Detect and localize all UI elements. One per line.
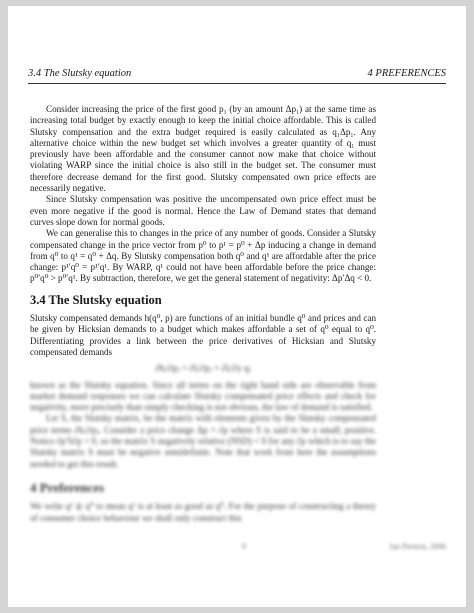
header-rule (28, 83, 446, 84)
document-page (8, 6, 466, 607)
blurred-region (30, 363, 376, 524)
header-left: 3.4 The Slutsky equation (28, 68, 132, 79)
paragraph: known as the Slutsky equation. Since all terms on the right hand side are observable from market demand responses we can calculate Slutsky compensated price effects and check for negativity, more precisely than simply checking is not obvious, the law of demand is satisfied. (30, 379, 376, 413)
slutsky-equation: ∂hᵢ/∂pⱼ = ∂lᵢ/∂pⱼ + ∂lᵢ/∂y qⱼ (155, 363, 251, 374)
next-section-heading: 4 Preferences (30, 479, 105, 495)
section-heading: 3.4 The Slutsky equation (30, 292, 162, 307)
running-header (28, 68, 446, 82)
footer-author: Ian Preston, 2006 (389, 542, 446, 551)
paragraph: We write q¹ ≿ q⁰ to mean q¹ is at least as good as q⁰. For the purpose of constructing a theory of consumer choice behaviour we shall only construct this (30, 501, 376, 523)
section-intro: Slutsky compensated demands h(q⁰, p) are functions of an initial bundle q⁰ and prices and can be given by Hicksian demands to a budget which makes affordable a set of q⁰ equal to q⁰. Differentiating provides a link between the price derivatives of Hicksian and Slutsky compensated demands (30, 313, 376, 357)
header-right: 4 PREFERENCES (367, 68, 446, 79)
paragraph: Consider increasing the price of the first good p₁ (by an amount Δp₁) at the same time as increasing total budget by exactly enough to keep the initial choice affordable. This is called Slutsky compensation and the extra budget required is easily calculated as q₁Δp₁. Any alternative choice within the new budget set which involves a greater quantity of q₁ must previously have been affordable and the consumer cannot now make that choice without violating WARP since the initial choice is also still in the budget set. The consumer must therefore decrease demand for the first good. Slutsky compensated own price effects are necessarily negative. (30, 104, 376, 194)
paragraph: Let S, the Slutsky matrix, be the matrix with elements given by the Slutsky compensated price terms ∂hᵢ/∂pⱼ. Consider a price change Δp = ∂p where S is said to be a small; positive. Notice ∂p′S∂p < 0, so the matrix S negatively relative (NSD) < 0 for any ∂p which is to say the Slutsky matrix S must be negative semidefinite. Note that work from here the assumptions needed to get this result. (30, 413, 376, 469)
paragraph: Since Slutsky compensation was positive the uncompensated own price effect must be even more negative if the good is normal. Hence the Law of Demand states that demand curves slope down for normal goods. (30, 194, 376, 227)
paragraph: We can generalise this to changes in the price of any number of goods. Consider a Slutsky compensated change in the price vector from p⁰ to p¹ = p⁰ + Δp inducing a change in demand from q⁰ to q¹ = q⁰ + Δq. By Slutsky compensation both q⁰ and q¹ are affordable after the price change: p¹′q⁰ = p¹′q¹. By WARP, q¹ could not have been affordable before the price change: p⁰′q⁰ > p⁰′q¹. By subtraction, therefore, we get the general statement of negativity: Δp′Δq < 0. (30, 228, 376, 284)
page-number: 9 (242, 542, 246, 551)
text-body (30, 104, 376, 524)
